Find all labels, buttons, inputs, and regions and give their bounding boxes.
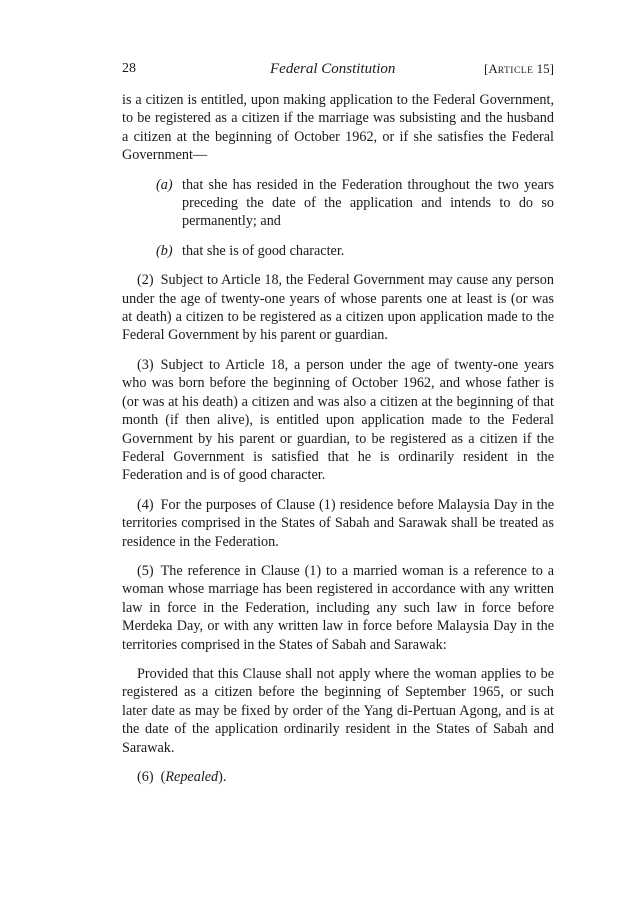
clause-3: (3) Subject to Article 18, a person under the age of twenty-one years who was born before the beginning of October 1962, and whose father is (or was at his death) a citizen and was also a citizen at the beginning of that month (if then alive), is entitled upon application made to the Federal Government by his parent or guardian, to be registered as a citizen if the Federal Government is satisfied that he is ordinarily resident in the Federation and is of good character. (122, 356, 554, 484)
item-text: that she has resided in the Federation throughout the two years preceding the date of the application and intends to do so permanently; and (182, 176, 554, 230)
item-label: (a) (156, 176, 173, 193)
clause-4: (4) For the purposes of Clause (1) residence before Malaysia Day in the territories comprised in the States of Sabah and Sarawak shall be treated as residence in the Federation. (122, 496, 554, 550)
proviso-paragraph: Provided that this Clause shall not apply where the woman applies to be registered as a citizen before the beginning of September 1965, or such later date as may be fixed by order of the Yang di-Pertuan Agong, and is at the date of the application ordinarily resident in the States of Sabah and Sarawak. (122, 665, 554, 756)
running-title: Federal Constitution (270, 61, 396, 77)
intro-paragraph: is a citizen is entitled, upon making application to the Federal Government, to be registered as a citizen if the marriage was subsisting and the husband a citizen at the beginning of October 1962, or if she satisfies the Federal Government— (122, 92, 554, 164)
list-item (122, 242, 554, 260)
page-number: 28 (122, 61, 136, 76)
clause-6: (6) (Repealed). (137, 769, 227, 785)
clause-5: (5) The reference in Clause (1) to a married woman is a reference to a woman whose marriage has been registered in accordance with any written law in force in the Federation, including any such law in force before Merdeka Day, or with any written law in force before Malaysia Day in the territories comprised in the States of Sabah and Sarawak: (122, 562, 554, 653)
item-text: that she is of good character. (182, 242, 345, 259)
page-header (122, 60, 554, 82)
item-label: (b) (156, 242, 173, 259)
document-page (122, 60, 554, 797)
repealed-text: Repealed (165, 769, 219, 785)
list-item (122, 176, 554, 231)
article-reference: [ARTICLE 15] (484, 61, 554, 76)
document-body (122, 91, 554, 786)
clause-2: (2) Subject to Article 18, the Federal Government may cause any person under the age of twenty-one years of whose parents one at least is (or was at death) a citizen to be registered as a citizen upon application made to the Federal Government by his parent or guardian. (122, 272, 554, 344)
